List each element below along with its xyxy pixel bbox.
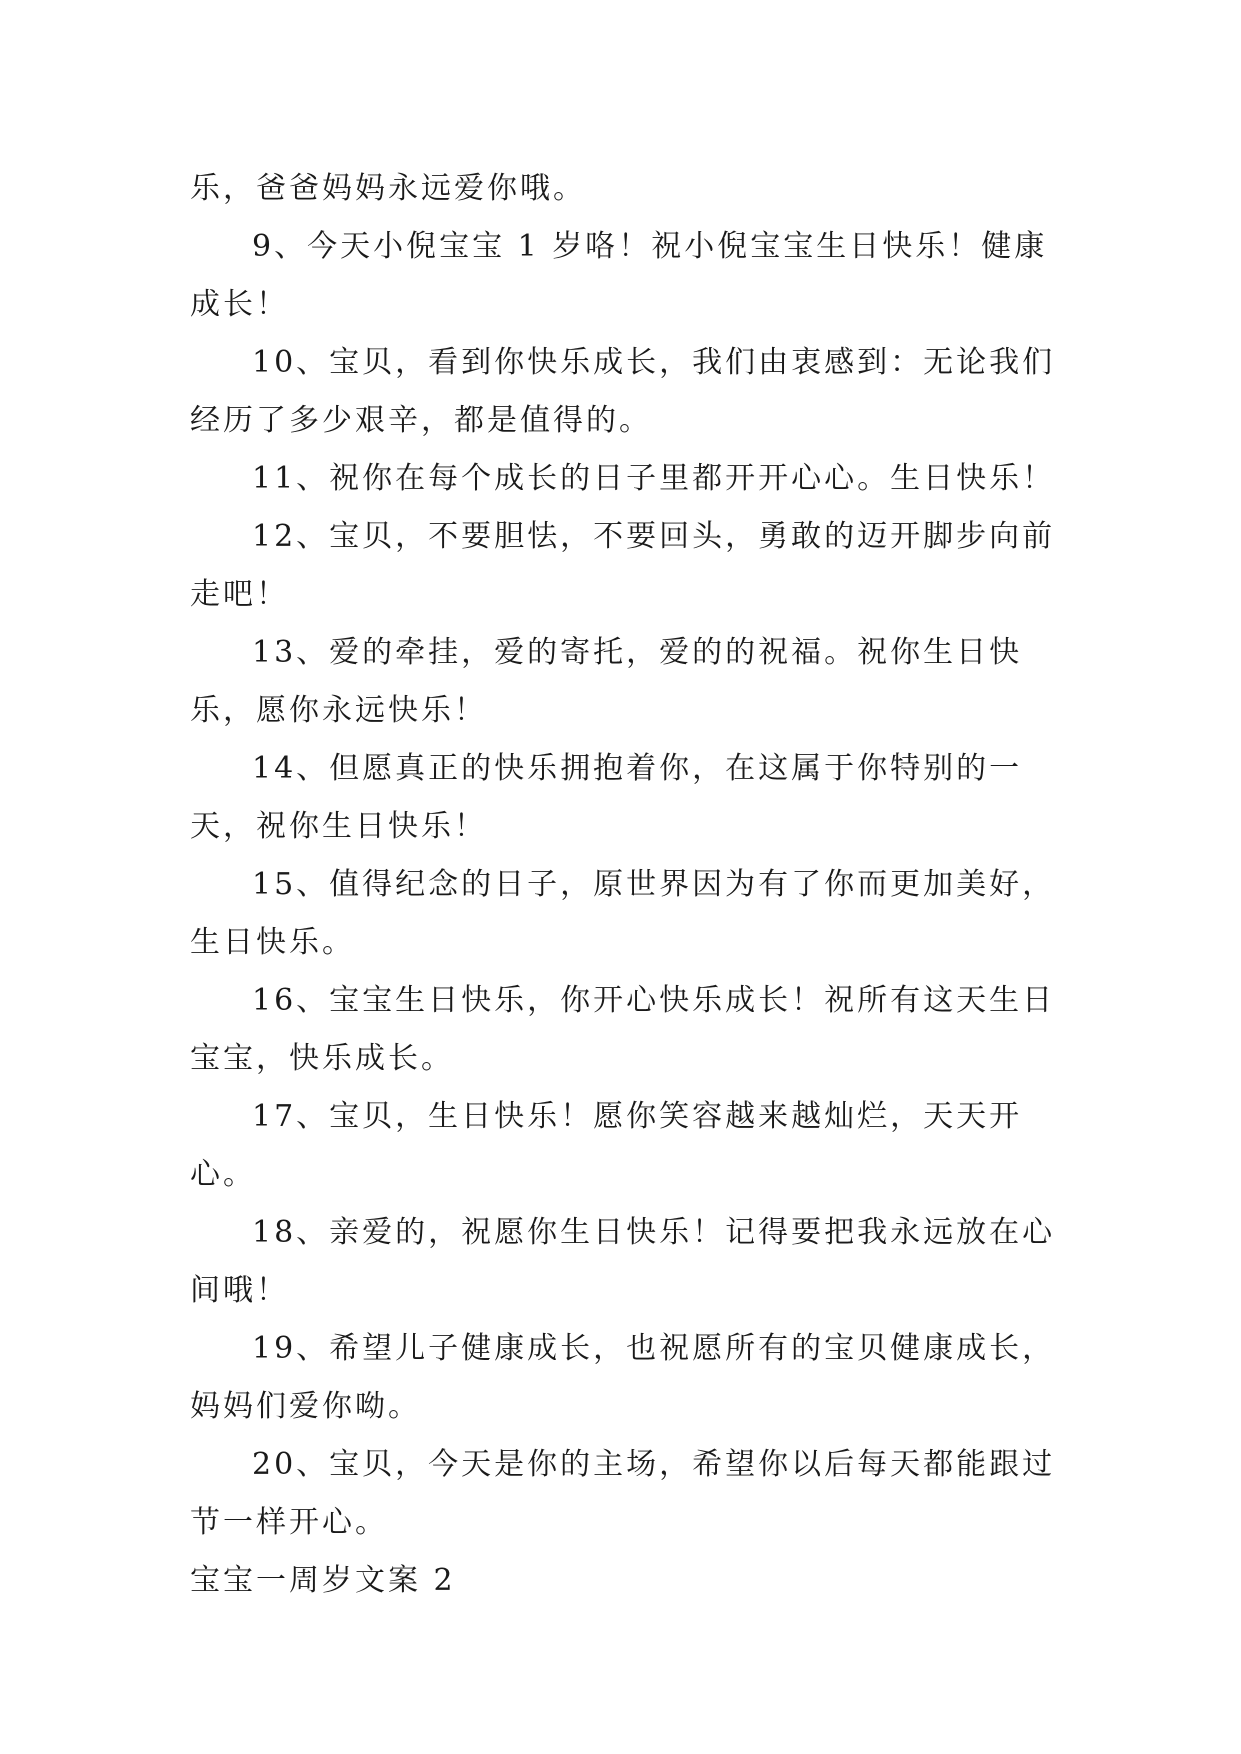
paragraph-item-15: 15、值得纪念的日子，原世界因为有了你而更加美好，生日快乐。 [190,867,1056,960]
paragraph-item-17: 17、宝贝，生日快乐！愿你笑容越来越灿烂，天天开心。 [190,1099,1023,1192]
section-heading: 宝宝一周岁文案 2 [190,1563,456,1598]
paragraph-item-11: 11、祝你在每个成长的日子里都开开心心。生日快乐！ [252,461,1056,496]
paragraph-item-13: 13、爱的牵挂，爱的寄托，爱的的祝福。祝你生日快乐，愿你永远快乐！ [190,635,1023,728]
document-body [190,160,1060,1610]
paragraph-continuation: 乐，爸爸妈妈永远爱你哦。 [190,171,586,206]
paragraph-item-18: 18、亲爱的，祝愿你生日快乐！记得要把我永远放在心间哦！ [190,1215,1056,1308]
paragraph-item-10: 10、宝贝，看到你快乐成长，我们由衷感到：无论我们经历了多少艰辛，都是值得的。 [190,345,1056,438]
paragraph-item-20: 20、宝贝，今天是你的主场，希望你以后每天都能跟过节一样开心。 [190,1447,1056,1540]
paragraph-item-19: 19、希望儿子健康成长，也祝愿所有的宝贝健康成长，妈妈们爱你呦。 [190,1331,1056,1424]
paragraph-item-16: 16、宝宝生日快乐，你开心快乐成长！祝所有这天生日宝宝，快乐成长。 [190,983,1056,1076]
paragraph-item-9: 9、今天小倪宝宝 1 岁咯！祝小倪宝宝生日快乐！健康成长！ [190,229,1048,322]
paragraph-item-12: 12、宝贝，不要胆怯，不要回头，勇敢的迈开脚步向前走吧！ [190,519,1056,612]
paragraph-item-14: 14、但愿真正的快乐拥抱着你，在这属于你特别的一天，祝你生日快乐！ [190,751,1023,844]
